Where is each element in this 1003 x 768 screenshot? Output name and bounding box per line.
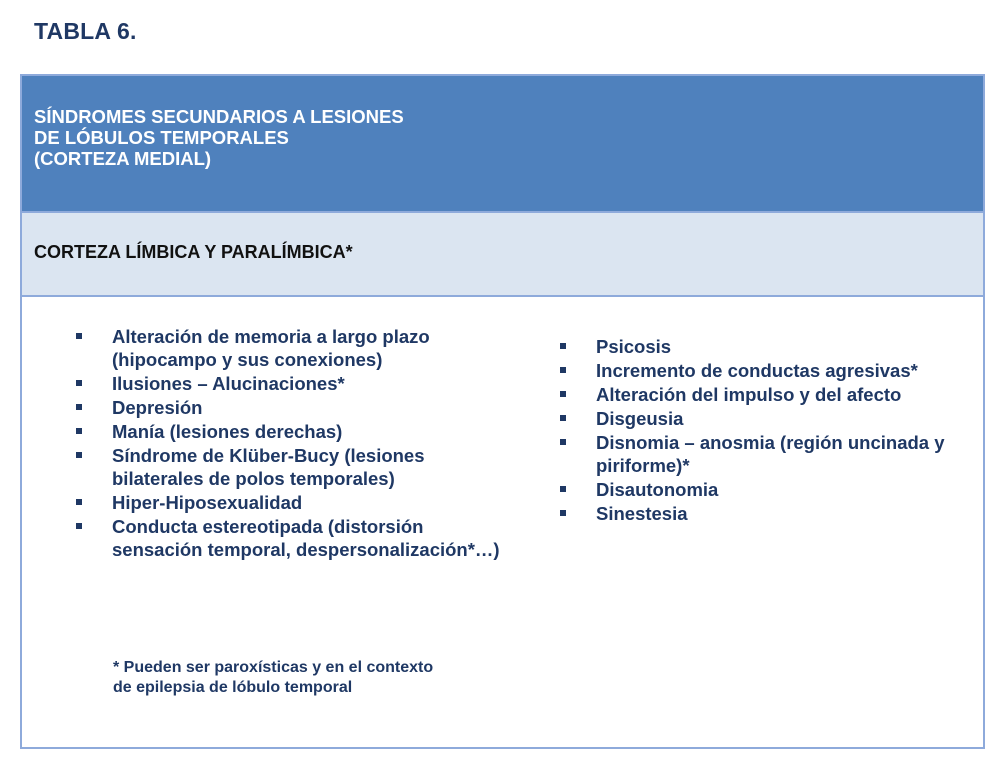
square-bullet-icon [560, 343, 566, 349]
square-bullet-icon [560, 391, 566, 397]
table-label: TABLA 6. [34, 18, 137, 44]
list-item-text: Conducta estereotipada (distorsión sensación temporal, despersonalización*…) [112, 516, 500, 560]
list-item-text: Disautonomia [596, 479, 719, 500]
table-body [22, 297, 983, 747]
list-item-text: Depresión [112, 397, 203, 418]
list-item [112, 396, 502, 419]
list-item-text: Psicosis [596, 336, 672, 357]
list-item [596, 335, 976, 358]
list-item-text: Incremento de conductas agresivas* [596, 360, 918, 381]
subheader-title: CORTEZA LÍMBICA Y PARALÍMBICA* [34, 242, 353, 262]
list-item [112, 325, 502, 371]
list-item-text: Sinestesia [596, 503, 688, 524]
square-bullet-icon [76, 499, 82, 505]
list-item-text: Hiper-Hiposexualidad [112, 492, 303, 513]
square-bullet-icon [76, 428, 82, 434]
footnote: * Pueden ser paroxísticas y en el contexto de epilepsia de lóbulo temporal [113, 659, 434, 696]
list-item [112, 372, 502, 395]
list-item-text: Disgeusia [596, 408, 684, 429]
list-item-text: Síndrome de Klüber-Bucy (lesiones bilaterales de polos temporales) [112, 445, 425, 489]
square-bullet-icon [76, 380, 82, 386]
list-item [596, 359, 976, 382]
list-item [596, 478, 976, 501]
list-item [596, 502, 976, 525]
list-item [112, 491, 502, 514]
square-bullet-icon [76, 404, 82, 410]
left-column-list [112, 325, 502, 562]
list-item [596, 407, 976, 430]
header-title: SÍNDROMES SECUNDARIOS A LESIONES DE LÓBULOS TEMPORALES (CORTEZA MEDIAL) [34, 106, 404, 169]
square-bullet-icon [560, 510, 566, 516]
table-subheader [22, 213, 983, 297]
list-item [112, 420, 502, 443]
list-item [112, 515, 502, 561]
list-item-text: Disnomia – anosmia (región uncinada y piriforme)* [596, 432, 945, 476]
syndromes-table [20, 74, 985, 749]
square-bullet-icon [76, 452, 82, 458]
list-item [596, 383, 976, 406]
square-bullet-icon [560, 415, 566, 421]
list-item-text: Ilusiones – Alucinaciones* [112, 373, 345, 394]
square-bullet-icon [76, 333, 82, 339]
list-item-text: Alteración del impulso y del afecto [596, 384, 902, 405]
list-item [112, 444, 502, 490]
square-bullet-icon [76, 523, 82, 529]
square-bullet-icon [560, 439, 566, 445]
square-bullet-icon [560, 367, 566, 373]
list-item-text: Alteración de memoria a largo plazo (hipocampo y sus conexiones) [112, 326, 430, 370]
list-item-text: Manía (lesiones derechas) [112, 421, 343, 442]
table-header [22, 76, 983, 213]
list-item [596, 431, 976, 477]
square-bullet-icon [560, 486, 566, 492]
right-column-list [596, 335, 976, 526]
